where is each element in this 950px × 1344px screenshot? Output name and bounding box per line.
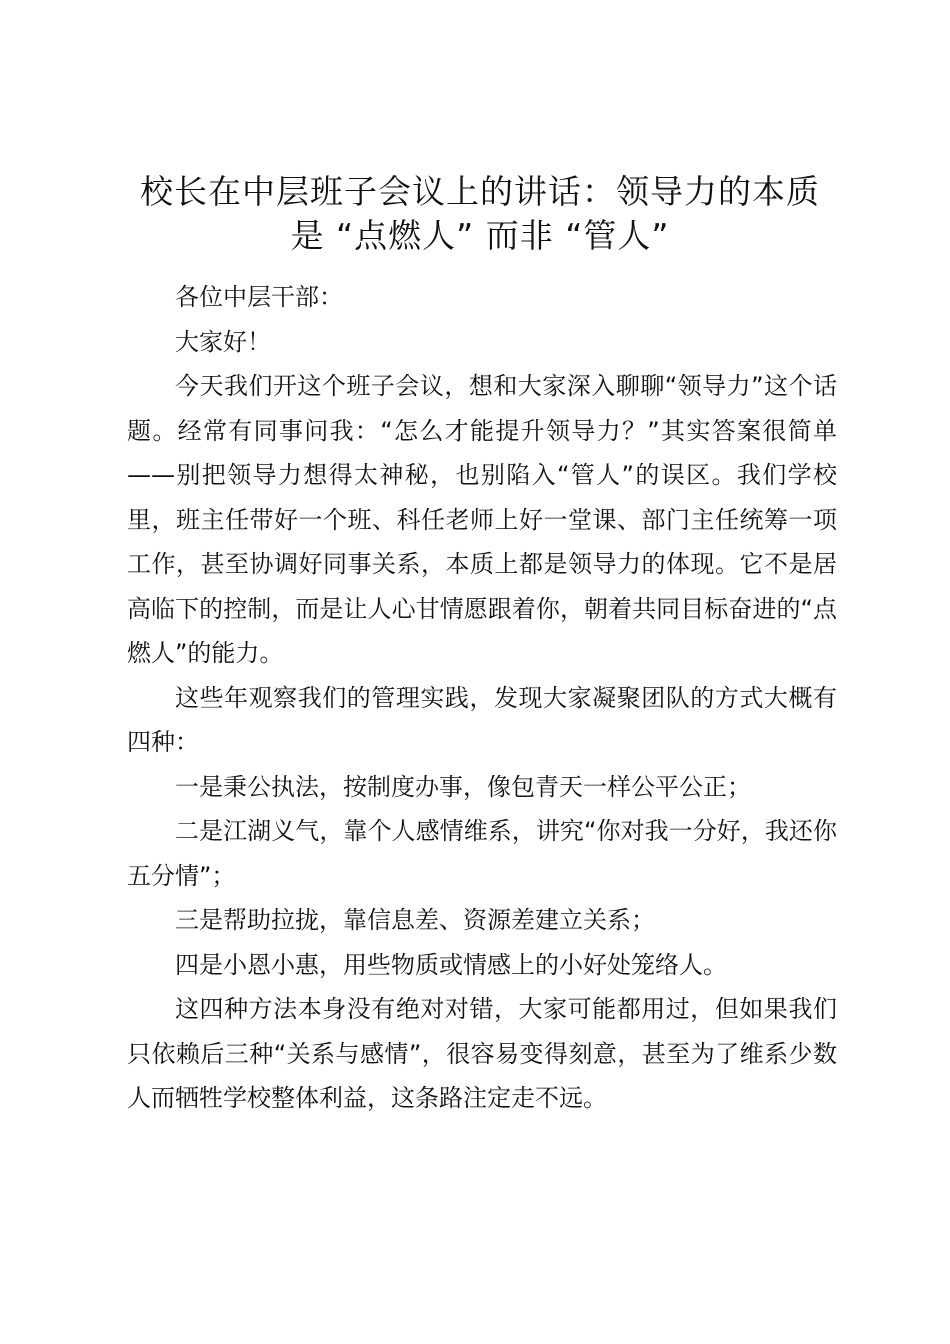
greeting: 大家好！ bbox=[175, 327, 271, 356]
list-item-second-method: 二是江湖义气，靠个人感情维系，讲究“你对我一分好，我还你五分情”； bbox=[127, 817, 837, 890]
paragraph-intro: 今天我们开这个班子会议，想和大家深入聊聊“领导力”这个话题。经常有同事问我：“怎么才能提升领导力？”其实答案很简单——别把领导力想得太神秘，也别陷入“管人”的误区。我们学校里，班主任带好一个班、科任老师上好一堂课、部门主任统筹一项工作，甚至协调好同事关系，本质上都是领导力的体现。它不是居高临下的控制，而是让人心甘情愿跟着你，朝着共同目标奋进的“点燃人”的能力。 bbox=[127, 372, 837, 667]
paragraph-observation: 这些年观察我们的管理实践，发现大家凝聚团队的方式大概有四种： bbox=[127, 683, 837, 756]
document-title bbox=[100, 170, 860, 258]
list-item-third-method: 三是帮助拉拢，靠信息差、资源差建立关系； bbox=[175, 906, 655, 934]
title-line-2: 是 “点燃人” 而非 “管人” bbox=[290, 216, 670, 255]
document-body bbox=[127, 275, 837, 1121]
list-item-first-method: 一是秉公执法，按制度办事，像包青天一样公平公正； bbox=[175, 772, 751, 801]
salutation: 各位中层干部： bbox=[175, 283, 343, 311]
paragraph-conclusion: 这四种方法本身没有绝对对错，大家可能都用过，但如果我们只依赖后三种“关系与感情”，很容易变得刻意，甚至为了维系少数人而牺牲学校整体利益，这条路注定走不远。 bbox=[127, 995, 837, 1112]
list-item-fourth-method: 四是小恩小惠，用些物质或情感上的小好处笼络人。 bbox=[175, 950, 727, 979]
title-line-1: 校长在中层班子会议上的讲话：领导力的本质 bbox=[140, 172, 820, 211]
